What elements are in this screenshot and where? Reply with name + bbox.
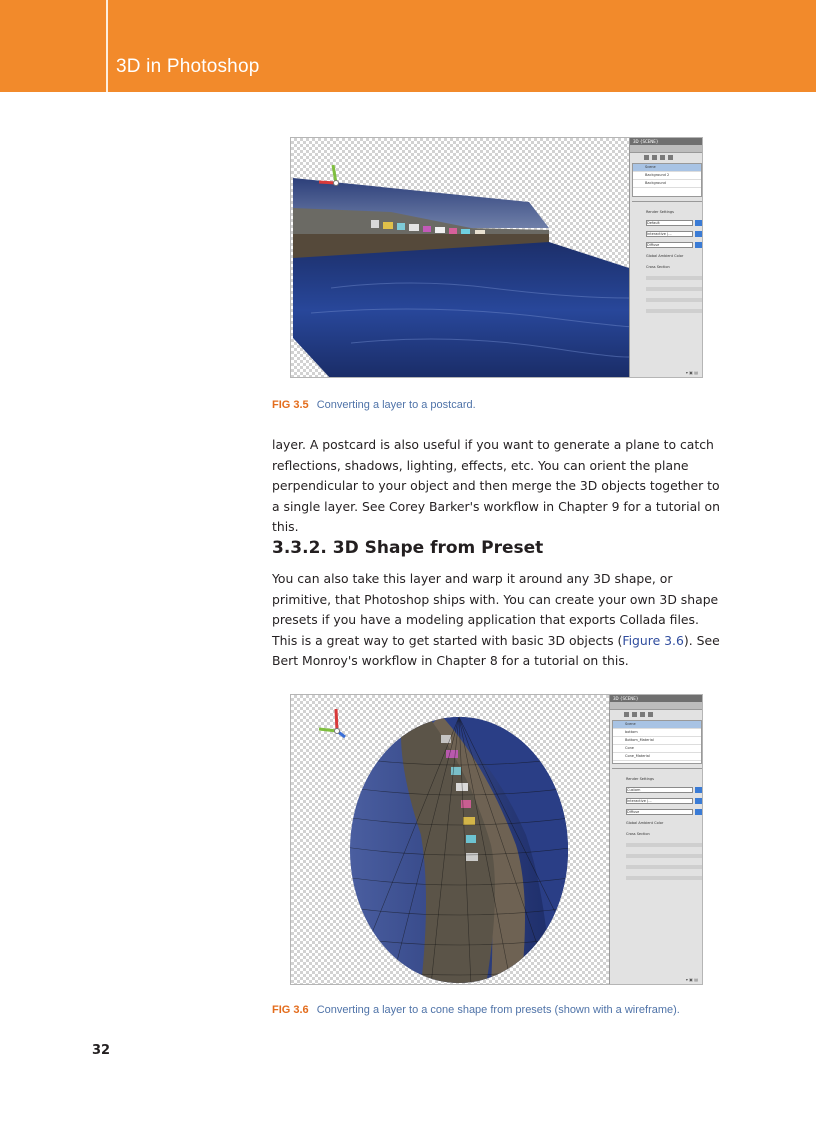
light-filter-icon[interactable] [668,155,673,160]
caption-number: FIG 3.6 [272,1004,309,1016]
scene-list [632,163,702,197]
scene-item[interactable]: Scene [633,164,701,172]
panel-filter-icons [610,710,703,720]
material-filter-icon[interactable] [660,155,665,160]
panel-title: 3D {SCENE} [610,695,703,702]
light-filter-icon[interactable] [648,712,653,717]
setting-row [646,306,702,315]
preset-select[interactable]: Default [646,220,693,226]
3d-scene-panel [609,695,703,985]
preset-dropdown-icon[interactable] [695,220,702,226]
setting-row [626,873,702,882]
preset-dropdown-icon[interactable] [695,787,702,793]
cross-section-checkbox[interactable]: Cross Section [646,264,670,269]
quality-select[interactable]: Interactive (... [646,231,693,237]
panel-footer-icons[interactable]: ▾ ▣ ▤ [685,977,698,982]
header-divider [106,0,108,92]
scene-item[interactable]: Cone [613,745,701,753]
scene-filter-icon[interactable] [644,155,649,160]
render-settings [632,201,702,315]
setting-row [626,851,702,860]
paint-on-select[interactable]: Diffuse [626,809,693,815]
section-heading: 3.3.2. 3D Shape from Preset [272,538,544,558]
quality-dropdown-icon[interactable] [695,798,702,804]
setting-row [646,295,702,304]
chapter-header [0,0,816,92]
panel-footer-icons[interactable]: ▾ ▣ ▤ [685,370,698,375]
quality-select[interactable]: Interactive (... [626,798,693,804]
mesh-filter-icon[interactable] [652,155,657,160]
global-ambient-label: Global Ambient Color [626,820,664,825]
paragraph: layer. A postcard is also useful if you want to generate a plane to catch reflections, shadows, lighting, effects, etc. You can orient the plane perpendicular to your object and then merge the 3D objects together to a single layer. See Corey Barker's workflow in Chapter 9 for a tutorial on this. [272,437,720,534]
global-ambient-label: Global Ambient Color [646,253,684,258]
figure-3-6-image [290,694,703,985]
settings-header: Render Settings [626,776,654,781]
caption-text: Converting a layer to a postcard. [316,399,476,411]
paragraph-text: You can also take this layer and warp it around any 3D shape, or primitive, that Photoshop ships with. You can create your own 3D shape presets if you have a modeling application that exports Collada files. This is a great way to get started with basic 3D objects ( [272,571,719,648]
setting-row [626,862,702,871]
paragraph-text: ). See Bert Monroy's workflow in Chapter 8 for a tutorial on this. [272,632,720,668]
postcard-scene [291,138,629,378]
render-settings [612,768,702,882]
paint-on-row[interactable] [626,807,702,816]
quality-row[interactable] [626,796,702,805]
panel-filter-icons [630,153,703,163]
3d-scene-panel [629,138,703,378]
preset-select[interactable]: Custom [626,787,693,793]
scene-item[interactable]: Bottom_Material [613,737,701,745]
chapter-title: 3D in Photoshop [116,56,260,77]
quality-row[interactable] [646,229,702,238]
panel-tabbar [610,702,703,710]
scene-item[interactable]: Background 2 [633,172,701,180]
settings-header: Render Settings [646,209,674,214]
mesh-filter-icon[interactable] [632,712,637,717]
scene-list [612,720,702,764]
cross-section-checkbox[interactable]: Cross Section [626,831,650,836]
caption-text: Converting a layer to a cone shape from presets (shown with a wireframe). [316,1004,680,1016]
panel-tabbar [630,145,703,153]
setting-row [646,284,702,293]
figure-3-5-caption [272,399,476,411]
paint-on-select[interactable]: Diffuse [646,242,693,248]
paint-on-dropdown-icon[interactable] [695,242,702,248]
scene-item[interactable]: Scene [613,721,701,729]
preset-row[interactable] [626,785,702,794]
axis-widget [319,165,339,186]
paint-on-row[interactable] [646,240,702,249]
figure-3-6-caption [272,1004,680,1016]
page-number: 32 [92,1043,111,1058]
scene-item[interactable]: bottom [613,729,701,737]
cone-scene [291,695,609,985]
scene-item[interactable]: Cone_Material [613,753,701,761]
paint-on-dropdown-icon[interactable] [695,809,702,815]
axis-widget [319,709,345,737]
material-filter-icon[interactable] [640,712,645,717]
caption-number: FIG 3.5 [272,399,309,411]
figure-reference-link[interactable]: Figure 3.6 [622,632,684,648]
preset-row[interactable] [646,218,702,227]
setting-row [646,273,702,282]
panel-title: 3D {SCENE} [630,138,703,145]
paragraph [272,569,720,672]
quality-dropdown-icon[interactable] [695,231,702,237]
figure-3-5-image [290,137,703,378]
scene-item[interactable]: Background [633,180,701,188]
setting-row [626,840,702,849]
scene-filter-icon[interactable] [624,712,629,717]
